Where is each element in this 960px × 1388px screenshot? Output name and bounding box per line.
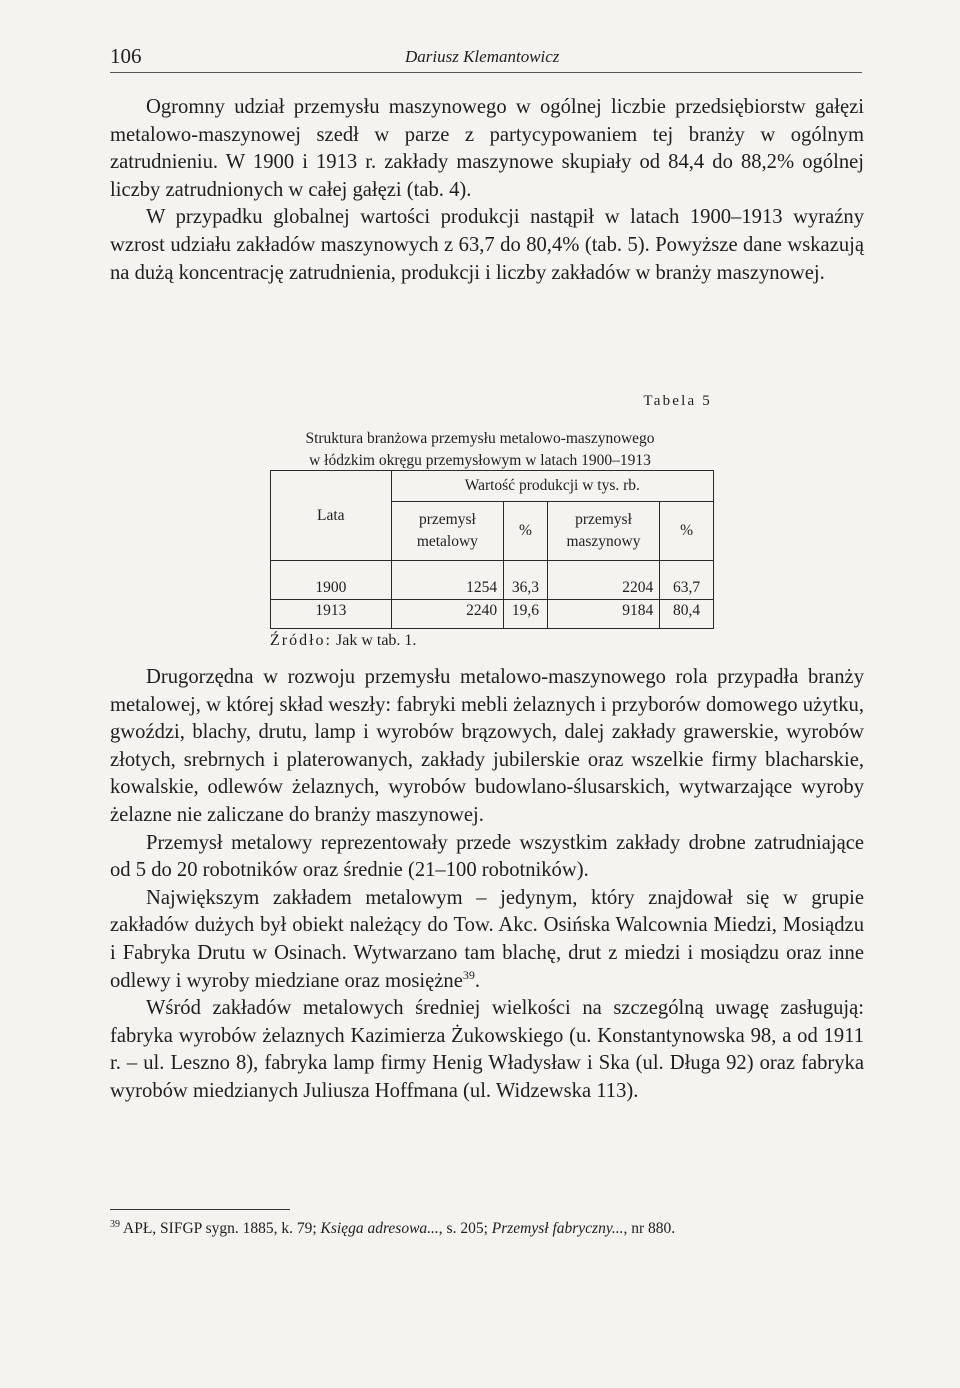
table-row — [271, 600, 714, 629]
paragraph: Ogromny udział przemysłu maszynowego w ogólnej liczbie przedsiębiorstw gałęzi metalowo-maszynowej szedł w parze z partycypowaniem tej branży w ogólnym zatrudnieniu. W 1900 i 1913 r. zakłady maszynowe skupiały od 84,4 do 88,2% ogólnej liczby zatrudnionych w całej gałęzi (tab. 4). — [110, 96, 864, 201]
paragraph-text: Największym zakładem metalowym – jedynym, który znajdował się w grupie zakładów dużych był obiekt należący do Tow. Akc. Osińska Walcownia Miedzi, Mosiądzu i Fabryka Drutu w Osinach. Wytwarzano tam blachę, drut z miedzi i mosiądzu oraz inne odlewy i wyroby miedziane oraz mosiężne — [110, 886, 864, 992]
header-rule — [110, 72, 862, 73]
paragraph-end: . — [474, 969, 480, 992]
column-header-metal-pct: % — [504, 502, 548, 561]
paragraph — [110, 885, 864, 995]
footnote-title: Przemysł fabryczny... — [491, 1220, 624, 1238]
lower-text — [110, 664, 864, 1106]
cell-metal: 2240 — [391, 600, 504, 629]
source-label: Źródło: — [270, 632, 332, 649]
table-header-row — [271, 471, 714, 502]
footnote-number: 39 — [110, 1219, 120, 1230]
caption-line: w łódzkim okręgu przemysłowym w latach 1900–1913 — [309, 452, 651, 469]
table-row — [271, 561, 714, 600]
footnote-rule — [110, 1209, 290, 1210]
paragraph: Wśród zakładów metalowych średniej wielkości na szczególną uwagę zasługują: fabryka wyrobów żelaznych Kazimierza Żukowskiego (u. Konstantynowska 98, a od 1911 r. – ul. Leszno 8), fabryka lamp firmy Henig Władysław i Ska (ul. Długa 92) oraz fabryka wyrobów miedzianych Juliusza Hoffmana (ul. Widzewska 113). — [110, 997, 864, 1102]
footnote-text: , nr 880. — [623, 1220, 676, 1238]
page-header — [110, 44, 862, 74]
upper-text — [110, 94, 864, 287]
cell-machine: 2204 — [547, 561, 660, 600]
caption-line: Struktura branżowa przemysłu metalowo-maszynowego — [305, 430, 655, 447]
cell-year: 1913 — [271, 600, 392, 629]
column-header-machine — [547, 502, 660, 561]
cell-machine: 9184 — [547, 600, 660, 629]
column-header-lata: Lata — [271, 471, 392, 561]
cell-year: 1900 — [271, 561, 392, 600]
table-caption — [200, 428, 760, 472]
header-line: metalowy — [416, 533, 478, 550]
paragraph: Przemysł metalowy reprezentowały przede wszystkim zakłady drobne zatrudniające od 5 do 20 robotników oraz średnie (21–100 robotników). — [110, 831, 864, 882]
running-head: Dariusz Klemantowicz — [405, 47, 560, 66]
header-line: przemysł — [418, 511, 476, 528]
column-header-metal — [391, 502, 504, 561]
footnote — [110, 1214, 870, 1240]
paragraph: Drugorzędna w rozwoju przemysłu metalowo-maszynowego rola przypadła branży metalowej, w której skład weszły: fabryki mebli żelaznych i przyborów domowego użytku, gwoździ, blachy, drutu, lamp i wyrobów brązowych, dalej zakłady grawerskie, wyrobów złotych, srebrnych i platerowanych, zakłady jubilerskie oraz wszelkie firmy blacharskie, kowalskie, odlewów żelaznych, wyrobów budowlano-ślusarskich, wytwarzające wyroby żelazne nie zaliczane do branży maszynowej. — [110, 666, 864, 826]
header-line: maszynowy — [566, 533, 641, 550]
cell-metal-pct: 36,3 — [504, 561, 548, 600]
footnote-text: , s. 205; — [438, 1220, 492, 1238]
cell-metal: 1254 — [391, 561, 504, 600]
source-text: Jak w tab. 1. — [336, 632, 417, 649]
footnote-title: Księga adresowa... — [320, 1220, 439, 1238]
page-number: 106 — [110, 44, 142, 68]
paragraph: W przypadku globalnej wartości produkcji nastąpił w latach 1900–1913 wyraźny wzrost udziału zakładów maszynowych z 63,7 do 80,4% (tab. 5). Powyższe dane wskazują na dużą koncentrację zatrudnienia, produkcji i liczby zakładów w branży maszynowej. — [110, 206, 864, 284]
footnote-ref[interactable]: 39 — [462, 967, 475, 982]
table-label: Tabela 5 — [643, 393, 712, 409]
cell-metal-pct: 19,6 — [504, 600, 548, 629]
footnote-text: APŁ, SIFGP sygn. 1885, k. 79; — [120, 1220, 321, 1238]
header-line: przemysł — [575, 511, 632, 528]
column-group-header: Wartość produkcji w tys. rb. — [391, 471, 713, 502]
table-source — [270, 632, 416, 650]
data-table — [270, 470, 714, 629]
column-header-machine-pct: % — [660, 502, 714, 561]
cell-machine-pct: 63,7 — [660, 561, 714, 600]
cell-machine-pct: 80,4 — [660, 600, 714, 629]
